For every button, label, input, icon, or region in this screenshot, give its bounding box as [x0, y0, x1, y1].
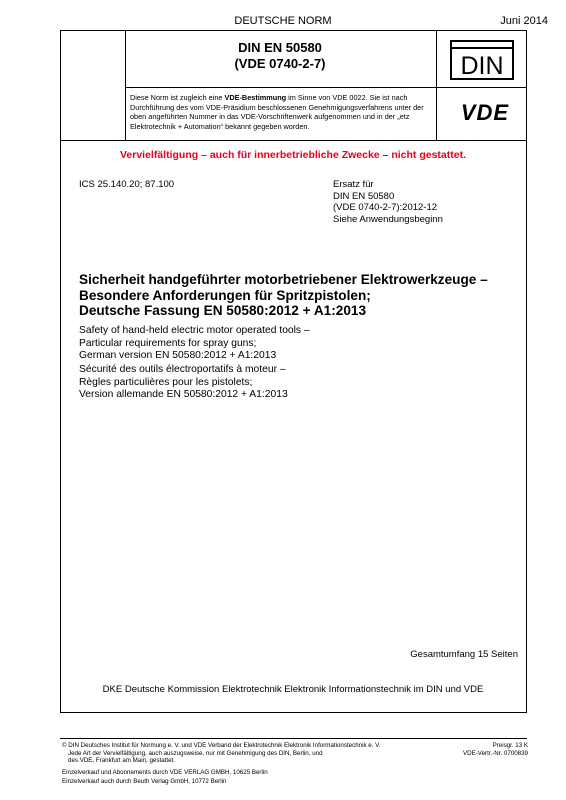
header-doc-type: DEUTSCHE NORM — [234, 15, 332, 27]
vde-order-number: VDE-Vertr.-Nr. 0700839 — [463, 749, 528, 757]
frame-bottom-line — [60, 712, 527, 713]
copyright-line-2: Jede Art der Vervielfältigung, auch auszugsweise, nur mit Genehmigung des DIN, Berlin, und — [68, 749, 323, 757]
title-english-line-1: Safety of hand-held electric motor operated tools – — [79, 325, 310, 336]
vde-notice-bold: VDE-Bestimmung — [224, 93, 287, 102]
din-logo — [450, 40, 514, 80]
title-french-line-2: Règles particulières pour les pistolets; — [79, 376, 253, 388]
price-group: Preisgr. 13 K — [492, 742, 528, 749]
title-german-line-1: Sicherheit handgeführter motorbetriebener Elektrowerkzeuge – — [79, 272, 488, 287]
replacement-line-3: (VDE 0740-2-7):2012-12 — [333, 202, 438, 213]
standard-designation — [130, 40, 430, 72]
reproduction-warning: Vervielfältigung – auch für innerbetriebliche Zwecke – nicht gestattet. — [119, 149, 466, 161]
price-info — [463, 742, 528, 757]
title-german-line-3: Deutsche Fassung EN 50580:2012 + A1:2013 — [79, 303, 367, 318]
title-french-line-3: Version allemande EN 50580:2012 + A1:2013 — [79, 389, 288, 400]
vde-logo-text: VDE — [460, 100, 510, 124]
header-date: Juni 2014 — [500, 15, 548, 27]
sales-info-2: Einzelverkauf auch durch Beuth Verlag GmbH, 10772 Berlin — [62, 778, 227, 785]
frame-header-bottom-line — [60, 140, 527, 141]
replacement-info — [333, 179, 443, 225]
vde-notice-part2: im Sinne von VDE 0022. Sie ist nach Durchführung des vom VDE-Präsidium beschlossenen Genehmigungsverfahrens unter der oben angeführten Nummer in das VDE-Vorschriftenwerk aufgenommen und in der „etz Elektrotechnik + Automation“ bekannt gegeben worden. — [130, 93, 424, 131]
copyright-notice — [62, 742, 424, 765]
replacement-line-4: Siehe Anwendungsbeginn — [333, 213, 443, 225]
vde-notice — [130, 93, 430, 131]
frame-header-left-divider — [125, 30, 126, 140]
footer-separator-line — [60, 738, 527, 739]
ics-codes: ICS 25.140.20; 87.100 — [79, 179, 175, 190]
title-german-line-2: Besondere Anforderungen für Spritzpistolen; — [79, 287, 371, 303]
frame-title-divider — [125, 87, 527, 88]
replacement-line-2: DIN EN 50580 — [333, 190, 395, 202]
title-french-line-1: Sécurité des outils électroportatifs à moteur – — [79, 364, 286, 375]
din-logo-text: DIN — [460, 52, 504, 80]
total-pages: Gesamtumfang 15 Seiten — [410, 649, 518, 660]
copyright-line-1: © DIN Deutsches Institut für Normung e. V. und VDE Verband der Elektrotechnik Elektronik Informationstechnik e. V. — [62, 742, 381, 749]
title-english — [79, 325, 499, 363]
dke-committee: DKE Deutsche Kommission Elektrotechnik Elektronik Informationstechnik im DIN und VDE — [102, 684, 484, 695]
replacement-line-1: Ersatz für — [333, 179, 374, 190]
standard-vde-number: (VDE 0740-2-7) — [234, 56, 326, 71]
vde-notice-part1: Diese Norm ist zugleich eine — [130, 93, 225, 102]
frame-left-line — [60, 30, 61, 712]
title-english-line-2: Particular requirements for spray guns; — [79, 337, 257, 349]
frame-top-line — [60, 30, 527, 31]
title-french — [79, 364, 499, 402]
frame-header-right-divider — [436, 30, 437, 140]
frame-right-line — [526, 30, 527, 712]
title-german — [79, 272, 499, 319]
vde-logo — [446, 100, 524, 124]
sales-info-1: Einzelverkauf und Abonnements durch VDE VERLAG GMBH, 10625 Berlin — [62, 769, 268, 776]
title-english-line-3: German version EN 50580:2012 + A1:2013 — [79, 350, 277, 361]
copyright-line-3: des VDE, Frankfurt am Main, gestattet. — [68, 757, 175, 765]
standard-number: DIN EN 50580 — [238, 40, 322, 55]
